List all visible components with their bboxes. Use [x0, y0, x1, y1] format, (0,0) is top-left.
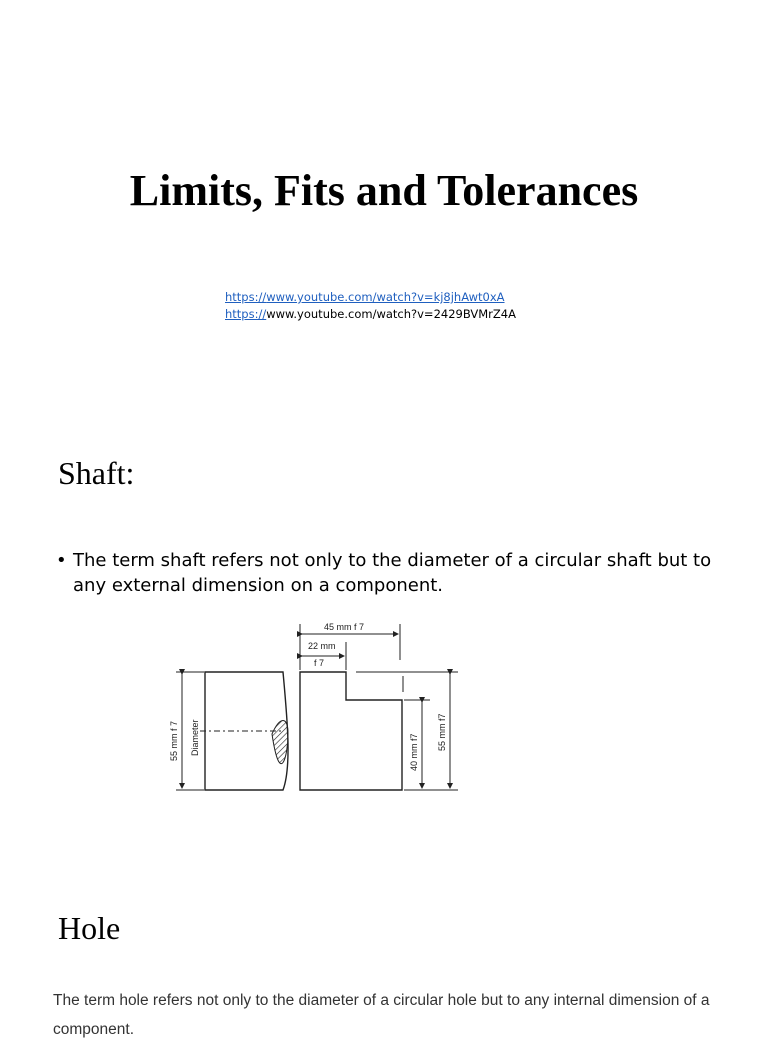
page-title: Limits, Fits and Tolerances: [129, 166, 639, 215]
shaft-diagram: [160, 616, 470, 800]
width-label: 45 mm f 7: [324, 622, 365, 632]
shaft-bullet-text: The term shaft refers not only to the diameter of a circular shaft but to any external dimension on a component.: [73, 550, 712, 596]
link-2-rest: www.youtube.com/watch?v=2429BVMrZ4A: [266, 307, 516, 321]
reference-links: [225, 289, 516, 323]
link-1-prefix[interactable]: https://: [225, 290, 267, 304]
inner-height-label: 40 mm f7: [409, 733, 419, 771]
left-height-label: 55 mm f 7: [169, 720, 179, 761]
link-1-rest[interactable]: www.youtube.com/watch?v=kj8jhAwt0xA: [266, 290, 505, 304]
step-label: 22 mm: [308, 641, 336, 651]
bullet-icon: •: [56, 550, 67, 571]
shaft-bullet: [56, 548, 746, 598]
hole-description: The term hole refers not only to the diameter of a circular hole but to any internal dimension of a component.: [53, 992, 710, 1038]
hole-heading: Hole: [58, 910, 121, 946]
link-line-2[interactable]: [225, 306, 516, 323]
right-height-label: 55 mm f7: [437, 713, 447, 751]
link-2-prefix[interactable]: https://: [225, 307, 267, 321]
diameter-label: Diameter: [190, 719, 200, 756]
link-line-1[interactable]: [225, 289, 516, 306]
shaft-heading: Shaft:: [58, 455, 135, 491]
step-tolerance-label: f 7: [314, 658, 325, 668]
